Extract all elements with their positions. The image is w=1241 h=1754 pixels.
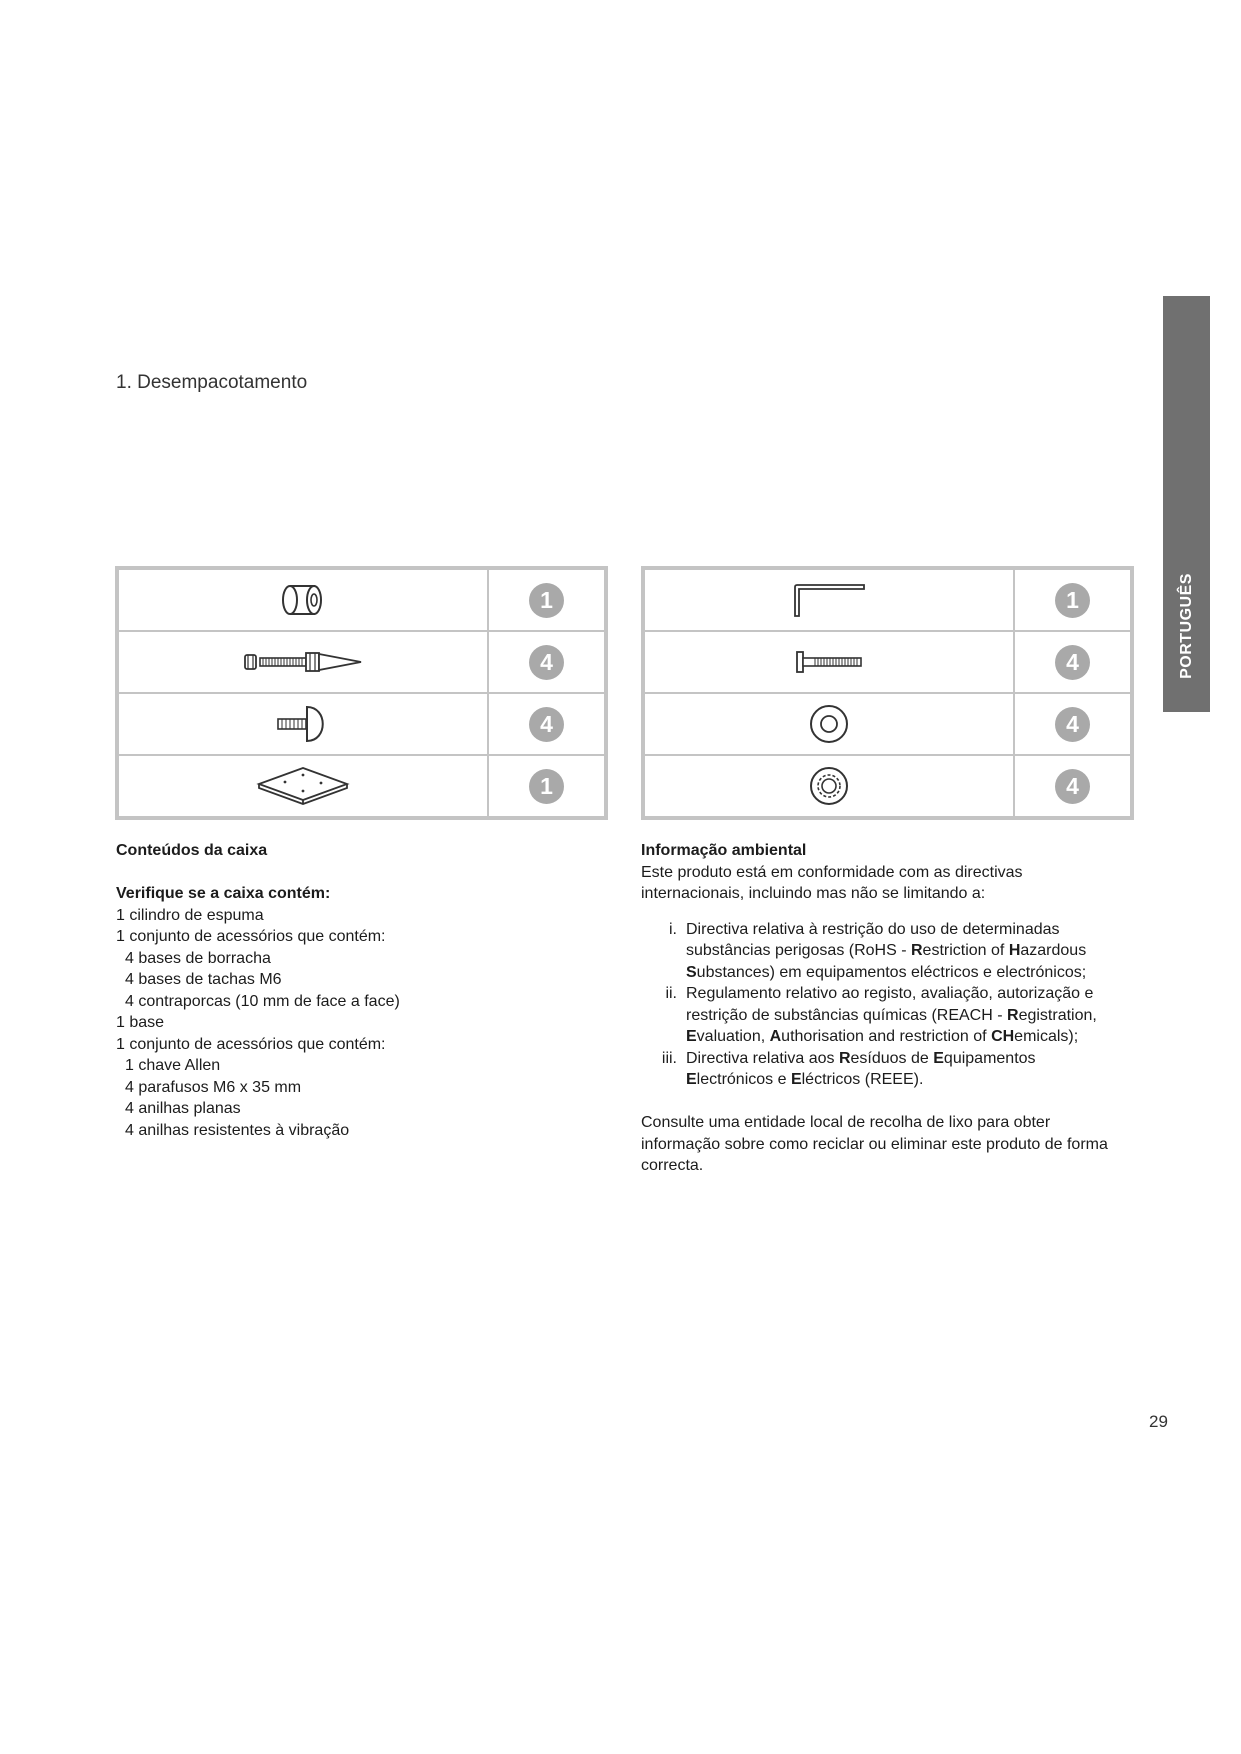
check-heading: Verifique se a caixa contém: xyxy=(116,885,331,902)
quantity-badge: 1 xyxy=(529,769,564,804)
part-cell xyxy=(118,631,488,693)
qty-cell xyxy=(488,693,605,755)
list-item: 1 base xyxy=(116,1014,165,1031)
lock-washer-icon xyxy=(808,765,850,807)
list-item: 4 bases de borracha xyxy=(125,949,271,967)
base-plate-icon xyxy=(255,764,351,808)
quantity-badge: 4 xyxy=(529,707,564,742)
screw-icon xyxy=(795,649,863,675)
qty-cell xyxy=(1014,693,1131,755)
language-tab xyxy=(1163,296,1210,712)
page-number: 29 xyxy=(1149,1412,1168,1431)
directive-item: i. Directiva relativa à restrição do uso de determinadas substâncias perigosas (RoHS - Restriction of Hazardous Substances) em equipamentos eléctricos e electrónicos; xyxy=(669,920,1087,981)
parts-table-left xyxy=(115,566,608,820)
quantity-badge: 1 xyxy=(529,583,564,618)
part-cell xyxy=(644,755,1014,817)
qty-cell xyxy=(488,631,605,693)
part-cell xyxy=(118,693,488,755)
rubber-foot-icon xyxy=(276,704,330,744)
list-item: 4 anilhas resistentes à vibração xyxy=(125,1121,350,1139)
allen-key-icon xyxy=(792,582,866,618)
list-item: 1 conjunto de acessórios que contém: xyxy=(116,1035,386,1053)
environment-heading: Informação ambiental xyxy=(641,842,807,859)
quantity-badge: 4 xyxy=(1055,707,1090,742)
part-cell xyxy=(644,569,1014,631)
list-item: 1 cilindro de espuma xyxy=(116,906,264,924)
flat-washer-icon xyxy=(808,703,850,745)
list-item: 4 anilhas planas xyxy=(125,1100,241,1117)
list-item: 1 conjunto de acessórios que contém: xyxy=(116,928,386,945)
box-contents-section xyxy=(116,840,596,1141)
parts-table-right xyxy=(641,566,1134,820)
quantity-badge: 1 xyxy=(1055,583,1090,618)
list-item: 1 chave Allen xyxy=(125,1057,221,1074)
part-cell xyxy=(118,569,488,631)
part-cell xyxy=(644,693,1014,755)
list-item: 4 bases de tachas M6 xyxy=(125,971,282,988)
qty-cell xyxy=(488,569,605,631)
directive-item: ii. Regulamento relativo ao registo, avaliação, autorização e restrição de substâncias químicas (REACH - Registration, Evaluation, Authorisation and restriction of CHemicals); xyxy=(665,985,1097,1045)
section-title: 1. Desempacotamento xyxy=(116,372,308,393)
qty-cell xyxy=(488,755,605,817)
qty-cell xyxy=(1014,569,1131,631)
quantity-badge: 4 xyxy=(529,645,564,680)
spike-assembly-icon xyxy=(243,649,363,675)
language-tab-label: PORTUGUÊS xyxy=(1177,573,1195,679)
environment-intro: Este produto está em conformidade com as directivas internacionais, incluindo mas não se limitando a: xyxy=(641,863,1023,902)
qty-cell xyxy=(1014,755,1131,817)
environment-outro: Consulte uma entidade local de recolha de lixo para obter informação sobre como reciclar ou eliminar este produto de forma correcta. xyxy=(641,1114,1108,1174)
foam-cylinder-icon xyxy=(278,583,328,617)
part-cell xyxy=(644,631,1014,693)
list-item: 4 contraporcas (10 mm de face a face) xyxy=(125,992,400,1010)
environment-section xyxy=(641,840,1121,1177)
list-item: 4 parafusos M6 x 35 mm xyxy=(125,1078,302,1096)
directive-item: iii. Directiva relativa aos Resíduos de Equipamentos Electrónicos e Eléctricos (REEE). xyxy=(661,1049,1036,1088)
part-cell xyxy=(118,755,488,817)
qty-cell xyxy=(1014,631,1131,693)
quantity-badge: 4 xyxy=(1055,645,1090,680)
contents-heading: Conteúdos da caixa xyxy=(116,842,268,859)
quantity-badge: 4 xyxy=(1055,769,1090,804)
